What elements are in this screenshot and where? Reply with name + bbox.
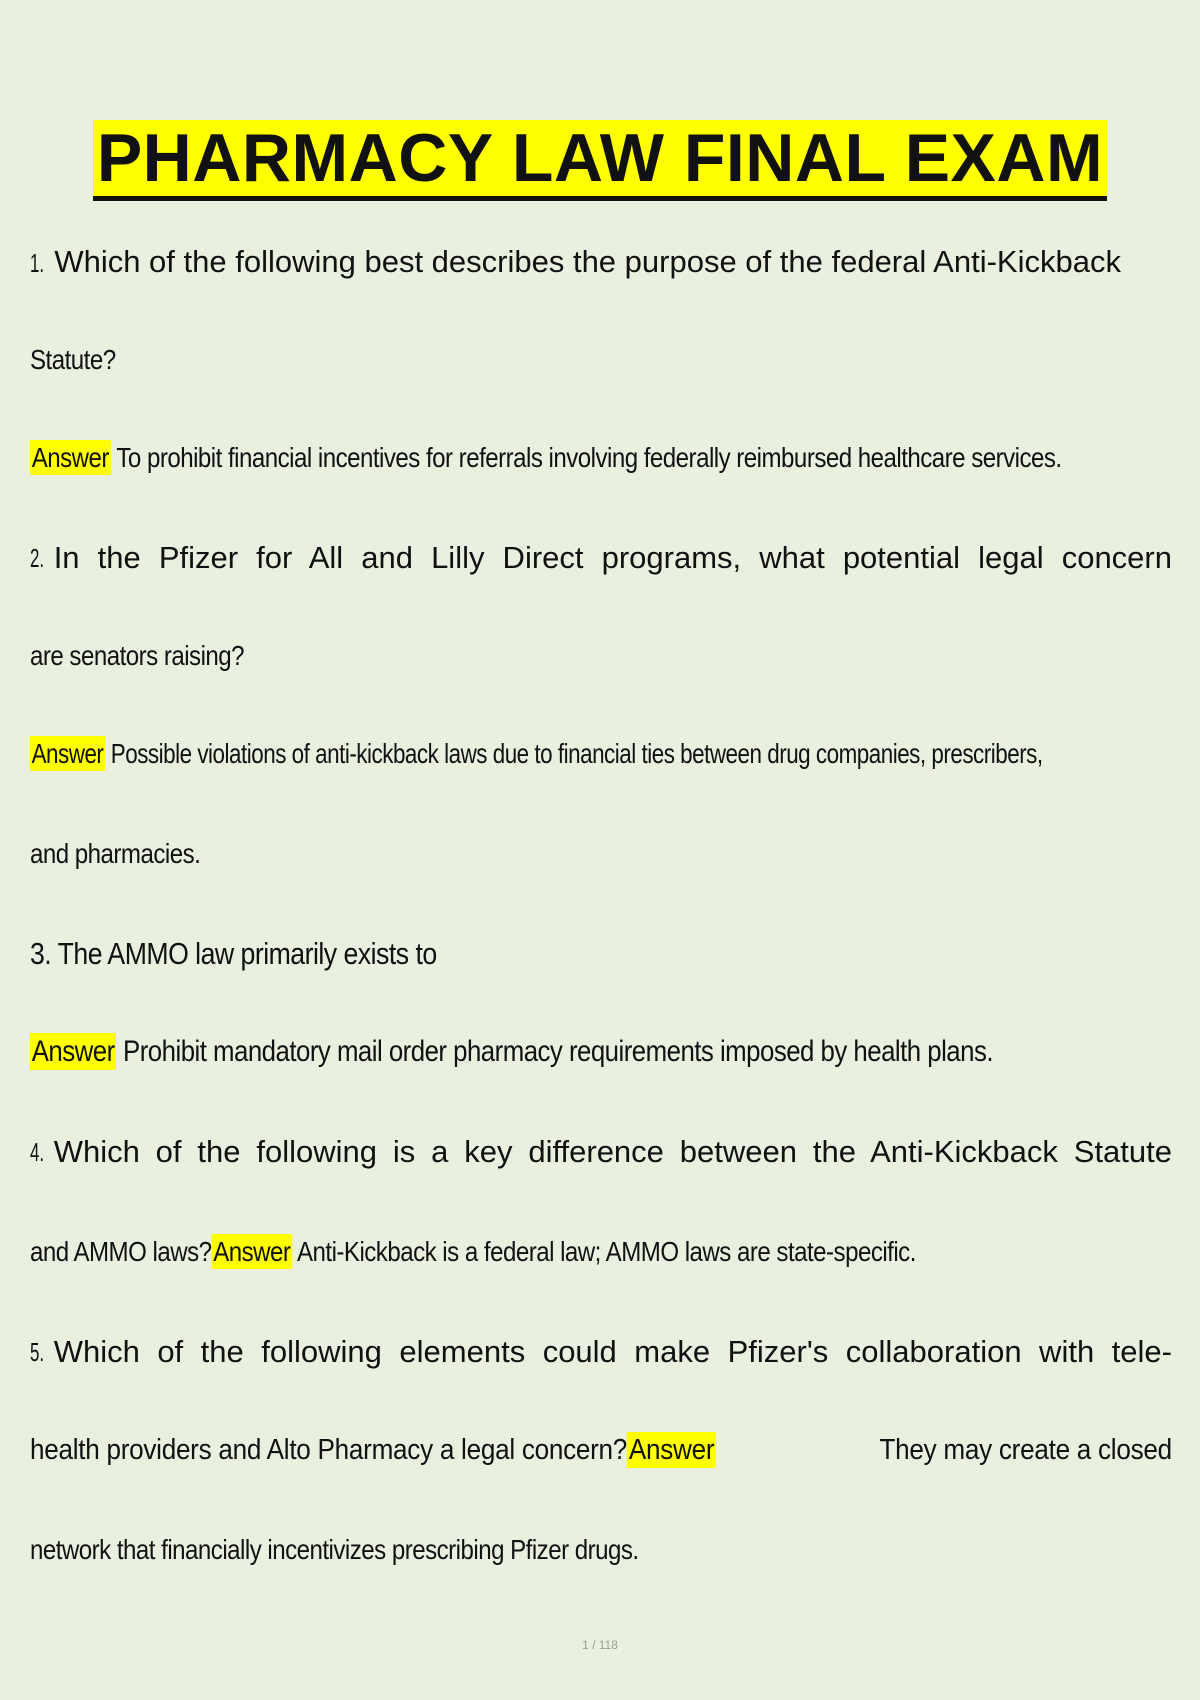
question-text: and AMMO laws? [30, 1236, 212, 1267]
question-4-line-2 [30, 1232, 1172, 1277]
answer-text: They may create a closed [879, 1434, 1172, 1466]
question-1-line-2 [30, 340, 1172, 385]
answer-2-line-2 [30, 834, 1172, 879]
question-text: Which of the following elements could make Pfizer's collaboration with tele- [53, 1334, 1172, 1369]
question-text: Which of the following is a key difference between the Anti-Kickback Statute [53, 1134, 1172, 1169]
answer-5-line-2 [30, 1530, 1172, 1575]
answer-label: Answer [213, 1236, 291, 1267]
question-text: In the Pfizer for All and Lilly Direct programs, what potential legal concern [53, 540, 1172, 575]
page-title: PHARMACY LAW FINAL EXAM [93, 120, 1107, 201]
question-number: 4. [30, 1137, 45, 1167]
question-5-line-1 [30, 1332, 1172, 1372]
question-text: Which of the following best describes the purpose of the federal Anti-Kickback [54, 244, 1121, 279]
answer-label: Answer [31, 738, 104, 769]
question-2-line-1 [30, 538, 1172, 578]
answer-text: Anti-Kickback is a federal law; AMMO laws are state-specific. [296, 1236, 916, 1267]
answer-text: network that financially incentivizes prescribing Pfizer drugs. [30, 1534, 639, 1565]
answer-text: Possible violations of anti-kickback laws due to financial ties between drug companies, prescribers, [110, 738, 1043, 769]
answer-text: Prohibit mandatory mail order pharmacy requirements imposed by health plans. [123, 1035, 994, 1068]
question-text: health providers and Alto Pharmacy a legal concern? [30, 1434, 628, 1466]
page-number: 1 / 118 [582, 1638, 618, 1652]
answer-label: Answer [31, 1035, 115, 1068]
question-number: 2. [30, 543, 45, 573]
answer-label: Answer [31, 442, 109, 473]
question-number: 3. [30, 936, 52, 971]
question-text: The AMMO law primarily exists to [57, 936, 437, 971]
answer-1 [30, 438, 1172, 483]
answer-2-line-1 [30, 734, 1172, 779]
answer-text: To prohibit financial incentives for referrals involving federally reimbursed healthcare services. [116, 442, 1062, 473]
question-2-line-2 [30, 636, 1172, 681]
question-4-line-1 [30, 1132, 1172, 1172]
answer-text: and pharmacies. [30, 838, 201, 869]
question-1-line-1 [30, 242, 1172, 283]
question-text: Statute? [30, 344, 116, 375]
question-number: 5. [30, 1337, 45, 1367]
question-3 [30, 934, 1172, 980]
question-5-line-2 [30, 1430, 1172, 1470]
question-text: are senators raising? [30, 640, 245, 671]
answer-label: Answer [628, 1434, 715, 1466]
title-container [0, 120, 1200, 201]
question-number: 1. [30, 248, 45, 278]
answer-3 [30, 1032, 1172, 1077]
